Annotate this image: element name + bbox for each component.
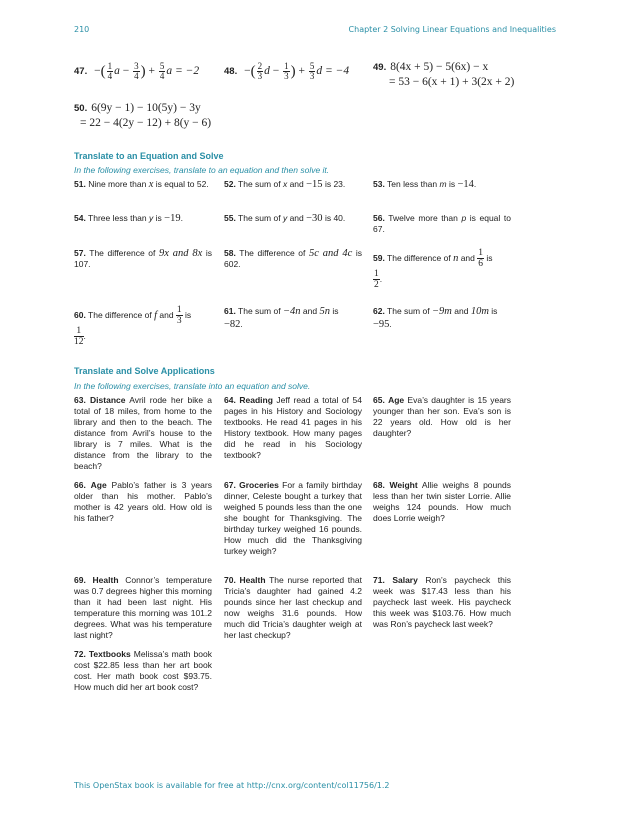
problem-50: 50. 6(9y − 1) − 10(5y) − 3y = 22 − 4(2y − 12) + 8(y − 6) [74,102,212,129]
problem-48: 48. −( $\frac{2}{3}$ d − $\frac{1}{3}$ ) + $\frac{5}{3}$ d = −4 [224,61,350,81]
exercise-52: 52. The sum of x and −15 is 23. [224,179,346,190]
exercise-67: 67. Groceries For a family birthday dinner, Celeste bought a turkey that weighed 5 pounds less than the one she bought for Thanksgiving. The birthday turkey weighed 16 pounds. How much did the Thanksgiving turkey weigh? [224,480,362,556]
exercise-71: 71. Salary Ron’s paycheck this week was $17.43 less than his paycheck last week. His paycheck this week was $103.76. How much was Ron’s paycheck last week? [373,575,511,629]
exercise-72: 72. Textbooks Melissa’s math book cost $22.85 less than her art book cost. Her math book cost $93.75. How much did her art book cost? [74,649,212,692]
exercise-59: 59. The difference of n and $\frac{1}{6}$ is $\frac{1}{2}$ . [373,248,493,290]
chapter-title: Chapter 2 Solving Linear Equations and Inequalities [348,25,556,34]
section-title-translate-solve: Translate to an Equation and Solve [74,151,224,161]
exercise-63: 63. Distance Avril rode her bike a total of 18 miles, from home to the library and then to the beach. The distance from Avril’s house to the library is 7 miles. What is the distance from the library to the beach? [74,395,212,471]
page-number: 210 [74,25,90,34]
exercise-64: 64. Reading Jeff read a total of 54 pages in his History and Sociology textbooks. He read 41 pages in his History textbook. How many pages did he read in his Sociology textbook? [224,395,362,460]
section-title-applications: Translate and Solve Applications [74,366,215,376]
exercise-61: 61. The sum of −4n and 5n is −82. [224,306,339,330]
footer-license-link[interactable]: This OpenStax book is available for free at http://cnx.org/content/col11756/1.2 [74,781,390,790]
exercise-51: 51. Nine more than x is equal to 52. [74,179,209,190]
exercise-57: 57. The difference of 9x and 8x is 107. [74,248,212,269]
exercise-65: 65. Age Eva’s daughter is 15 years younger than her son. Eva’s son is 22 years old. How old is her daughter? [373,395,511,438]
exercise-56: 56. Twelve more than p is equal to 67. [373,213,511,234]
exercise-62: 62. The sum of −9m and 10m is −95. [373,306,498,330]
exercise-70: 70. Health The nurse reported that Tricia’s daughter had gained 4.2 pounds since her last checkup and now weighs 31.6 pounds. How much did Tricia’s daughter weigh at her last checkup? [224,575,362,640]
section-instruction-2: In the following exercises, translate into an equation and solve. [74,381,311,391]
problem-47: 47. −( $\frac{1}{4}$ a − $\frac{3}{4}$ ) + $\frac{5}{4}$ a = −2 [74,61,200,81]
exercise-55: 55. The sum of y and −30 is 40. [224,213,346,224]
section-instruction: In the following exercises, translate to an equation and then solve it. [74,165,330,175]
problem-49: 49. 8(4x + 5) − 5(6x) − x = 53 − 6(x + 1) + 3(2x + 2) [373,61,515,88]
exercise-58: 58. The difference of 5c and 4c is 602. [224,248,362,269]
exercise-60: 60. The difference of f and $\frac{1}{3}$ is $\frac{1}{12}$ . [74,305,192,347]
exercise-66: 66. Age Pablo’s father is 3 years older than his mother. Pablo’s mother is 42 years old. How old is his father? [74,480,212,523]
exercise-54: 54. Three less than y is −19. [74,213,183,224]
exercise-69: 69. Health Connor’s temperature was 0.7 degrees higher this morning than it had been last night. His temperature this morning was 101.2 degrees. What was his temperature last night? [74,575,212,640]
exercise-53: 53. Ten less than m is −14. [373,179,477,190]
exercise-68: 68. Weight Allie weighs 8 pounds less than her twin sister Lorrie. Allie weighs 124 pounds. How much does Lorrie weigh? [373,480,511,523]
